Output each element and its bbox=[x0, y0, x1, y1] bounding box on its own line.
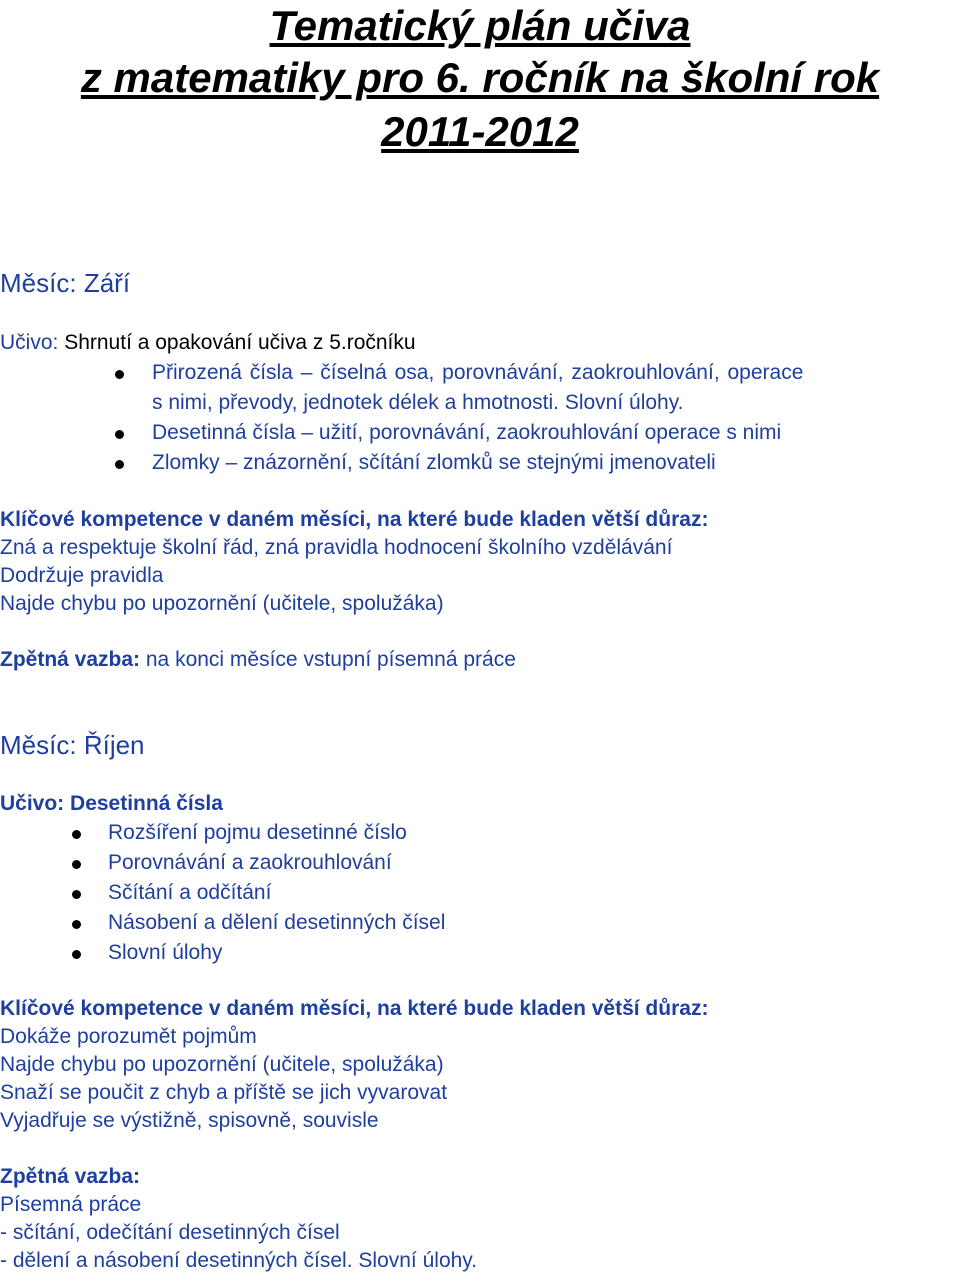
bullet-icon bbox=[115, 421, 124, 445]
zpetna-vazba-label: Zpětná vazba: bbox=[0, 648, 141, 671]
list-item: Násobení a dělení desetinných čísel bbox=[108, 911, 446, 934]
bullet-icon bbox=[72, 851, 81, 875]
list-item: Přirozená čísla – číselná osa, porovnávání, zaokrouhlování, operace bbox=[152, 361, 804, 384]
month-name: Říjen bbox=[83, 730, 145, 760]
list-item-continuation: s nimi, převody, jednotek délek a hmotnosti. Slovní úlohy. bbox=[152, 391, 684, 414]
ucivo-label: Učivo: bbox=[0, 792, 65, 815]
bullet-icon bbox=[115, 361, 124, 385]
document-title-line-2: z matematiky pro 6. ročník na školní rok bbox=[80, 54, 880, 101]
zpetna-vazba-text: na konci měsíce vstupní písemná práce bbox=[145, 648, 516, 671]
ucivo-label: Učivo: bbox=[0, 331, 59, 354]
document-title-line-1: Tematický plán učiva bbox=[269, 2, 691, 49]
zpetna-vazba-line-september bbox=[0, 648, 516, 672]
list-item: Porovnávání a zaokrouhlování bbox=[108, 851, 392, 874]
kompetence-item: Dodržuje pravidla bbox=[0, 564, 164, 587]
bullet-icon bbox=[72, 821, 81, 845]
list-item: Zlomky – znázornění, sčítání zlomků se stejnými jmenovateli bbox=[152, 451, 716, 474]
document-title-line-3: 2011-2012 bbox=[381, 108, 579, 155]
month-heading-september bbox=[0, 268, 130, 298]
zpetna-vazba-label: Zpětná vazba: bbox=[0, 1165, 141, 1188]
list-item: Rozšíření pojmu desetinné číslo bbox=[108, 821, 407, 844]
bullet-icon bbox=[72, 881, 81, 905]
month-name: Září bbox=[83, 268, 131, 298]
list-item: Desetinná čísla – užití, porovnávání, zaokrouhlování operace s nimi bbox=[152, 421, 782, 444]
ucivo-line-september bbox=[0, 331, 416, 355]
kompetence-item: Snaží se poučit z chyb a příště se jich vyvarovat bbox=[0, 1081, 448, 1104]
zpetna-vazba-line: - sčítání, odečítání desetinných čísel bbox=[0, 1221, 340, 1244]
kompetence-item: Dokáže porozumět pojmům bbox=[0, 1025, 257, 1048]
month-label: Měsíc: bbox=[0, 730, 77, 760]
zpetna-vazba-line: Písemná práce bbox=[0, 1193, 142, 1216]
bullet-icon bbox=[115, 451, 124, 475]
ucivo-text: Desetinná čísla bbox=[70, 792, 223, 815]
month-label: Měsíc: bbox=[0, 268, 77, 298]
kompetence-item: Zná a respektuje školní řád, zná pravidla hodnocení školního vzdělávání bbox=[0, 536, 673, 559]
list-item: Sčítání a odčítání bbox=[108, 881, 272, 904]
kompetence-heading: Klíčové kompetence v daném měsíci, na které bude kladen větší důraz: bbox=[0, 997, 709, 1020]
ucivo-text: Shrnutí a opakování učiva z 5.ročníku bbox=[64, 331, 416, 354]
kompetence-heading: Klíčové kompetence v daném měsíci, na které bude kladen větší důraz: bbox=[0, 508, 709, 531]
ucivo-line-october bbox=[0, 792, 223, 816]
bullet-icon bbox=[72, 911, 81, 935]
list-item: Slovní úlohy bbox=[108, 941, 223, 964]
month-heading-october bbox=[0, 730, 145, 760]
zpetna-vazba-line: - dělení a násobení desetinných čísel. Slovní úlohy. bbox=[0, 1249, 478, 1272]
kompetence-item: Najde chybu po upozornění (učitele, spolužáka) bbox=[0, 592, 444, 615]
bullet-icon bbox=[72, 941, 81, 965]
kompetence-item: Vyjadřuje se výstižně, spisovně, souvisle bbox=[0, 1109, 379, 1132]
kompetence-item: Najde chybu po upozornění (učitele, spolužáka) bbox=[0, 1053, 444, 1076]
